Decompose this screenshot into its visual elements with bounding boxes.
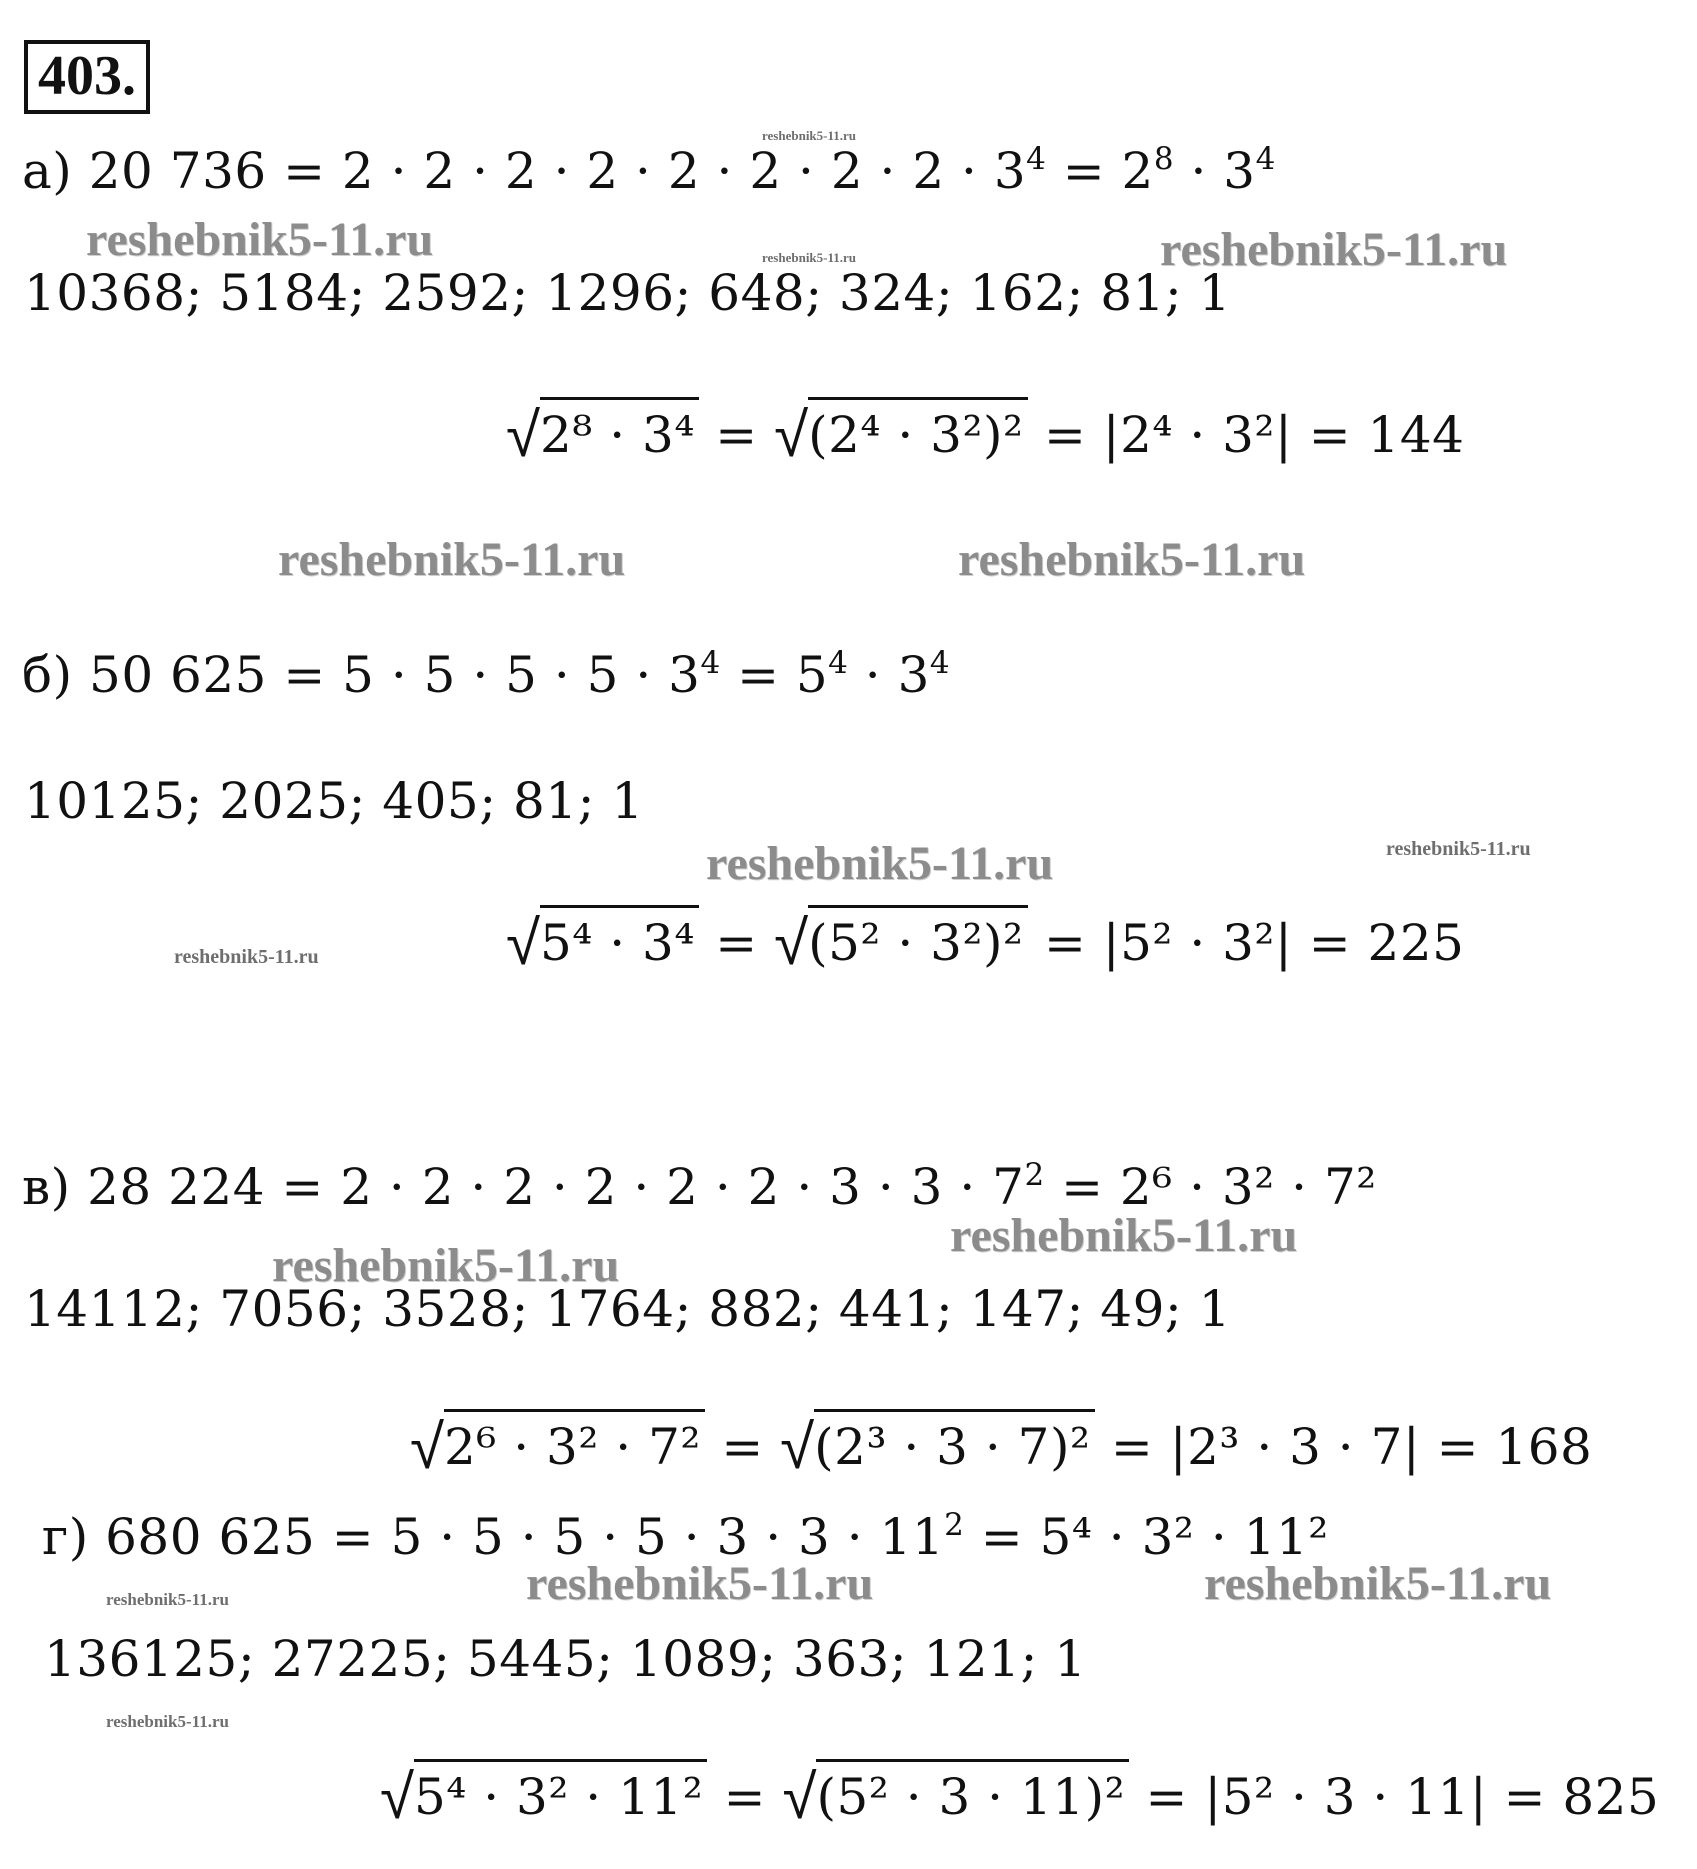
root-result: 168 bbox=[1495, 1418, 1593, 1476]
sqrt-sign bbox=[780, 1418, 1094, 1476]
number: 680 625 bbox=[105, 1508, 316, 1566]
quotients-c: 14112; 7056; 3528; 1764; 882; 441; 147; 49; 1 bbox=[24, 1280, 1231, 1338]
abs-value: |2³ · 3 · 7| bbox=[1169, 1418, 1421, 1476]
watermark: reshebnik5-11.ru bbox=[272, 1239, 620, 1292]
expanded-product: 5 · 5 · 5 · 5 · 3 bbox=[342, 646, 701, 704]
expanded-product: 2 · 2 · 2 · 2 · 2 · 2 · 3 · 3 · 7 bbox=[340, 1158, 1025, 1216]
watermark: reshebnik5-11.ru bbox=[174, 946, 319, 968]
sqrt-sign bbox=[774, 406, 1027, 464]
base: 3 bbox=[1223, 142, 1256, 200]
problem-number: 403. bbox=[24, 40, 150, 114]
watermark: reshebnik5-11.ru bbox=[1160, 223, 1508, 276]
radicand: 2⁶ · 3² · 7² bbox=[444, 1409, 705, 1476]
number: 50 625 bbox=[89, 646, 267, 704]
quotients-b: 10125; 2025; 405; 81; 1 bbox=[24, 772, 644, 830]
exponent: 4 bbox=[700, 644, 721, 681]
part-label: б) bbox=[22, 646, 73, 704]
abs-value: |2⁴ · 3²| bbox=[1102, 406, 1293, 464]
exponent: 2 bbox=[944, 1506, 965, 1543]
radicand: 5⁴ · 3⁴ bbox=[540, 905, 699, 972]
exponent: 4 bbox=[828, 644, 849, 681]
abs-value: |5² · 3²| bbox=[1102, 914, 1293, 972]
watermark: reshebnik5-11.ru bbox=[1386, 838, 1531, 860]
part-label: в) bbox=[22, 1158, 71, 1216]
sqrt-sign bbox=[782, 1768, 1129, 1826]
exponent: 4 bbox=[929, 644, 951, 681]
expanded-product: 5 · 5 · 5 · 5 · 3 · 3 · 11 bbox=[390, 1508, 945, 1566]
watermark: reshebnik5-11.ru bbox=[106, 1712, 229, 1731]
sqrt-sign bbox=[410, 1418, 705, 1476]
sqrt-sign bbox=[774, 914, 1027, 972]
sqrt-sign bbox=[506, 914, 699, 972]
watermark: reshebnik5-11.ru bbox=[762, 250, 857, 265]
exponent: 4 bbox=[1026, 140, 1047, 177]
watermark: reshebnik5-11.ru bbox=[958, 533, 1306, 586]
watermark: reshebnik5-11.ru bbox=[1204, 1557, 1552, 1610]
watermark: reshebnik5-11.ru bbox=[86, 213, 434, 266]
part-label: г) bbox=[42, 1508, 89, 1566]
factorization-result: 5⁴ · 3² · 11² bbox=[1039, 1508, 1329, 1566]
base: 5 bbox=[795, 646, 829, 704]
watermark: reshebnik5-11.ru bbox=[106, 1590, 229, 1609]
abs-value: |5² · 3 · 11| bbox=[1204, 1768, 1488, 1826]
watermark: reshebnik5-11.ru bbox=[278, 533, 626, 586]
radicand: 2⁸ · 3⁴ bbox=[540, 397, 699, 464]
number: 28 224 bbox=[87, 1158, 266, 1216]
base: 3 bbox=[897, 646, 930, 704]
radicand: 5⁴ · 3² · 11² bbox=[414, 1759, 707, 1826]
factorization-d: г) 680 $625 = 5 \cdot 5 \cdot 5 \cdot 5 \cdot 3 \cdot 3 \cdot 11^2 = 5^4 \cdot 3^2 \cdot 11^2$ bbox=[42, 1506, 1329, 1566]
radicand: (5² · 3²)² bbox=[808, 905, 1027, 972]
factorization-c: в) 28 $224 = 2 \cdot 2 \cdot 2 \cdot 2 \cdot 2 \cdot 2 \cdot 3 \cdot 3 \cdot 7^2 = 2^6 \cdot 3^2 \cdot 7^2$ bbox=[22, 1156, 1377, 1216]
number: 20 736 bbox=[88, 142, 267, 200]
watermark: reshebnik5-11.ru bbox=[706, 837, 1054, 890]
factorization-b: б) 50 $625 = 5 \cdot 5 \cdot 5 \cdot 5 \cdot 3^4 = 5^4 \cdot 3^4$ bbox=[22, 644, 951, 704]
watermark: reshebnik5-11.ru bbox=[950, 1209, 1298, 1262]
exponent: 8 bbox=[1153, 140, 1175, 177]
quotients-d: 136125; 27225; 5445; 1089; 363; 121; 1 bbox=[44, 1630, 1087, 1688]
radicand: (5² · 3 · 11)² bbox=[816, 1759, 1129, 1826]
radicand: (2⁴ · 3²)² bbox=[808, 397, 1027, 464]
root-eq-b: √ 5⁴ · 3⁴ = √ (5² · 3²)² = |5² · 3²| = 225 bbox=[506, 918, 1464, 968]
expanded-product: 2 · 2 · 2 · 2 · 2 · 2 · 2 · 2 · 3 bbox=[341, 142, 1027, 200]
sqrt-sign bbox=[506, 406, 699, 464]
quotients-a: 10368; 5184; 2592; 1296; 648; 324; 162; 81; 1 bbox=[24, 264, 1231, 322]
base: 2 bbox=[1121, 142, 1154, 200]
radicand: (2³ · 3 · 7)² bbox=[814, 1409, 1094, 1476]
watermark: reshebnik5-11.ru bbox=[762, 128, 857, 143]
root-result: 225 bbox=[1367, 914, 1465, 972]
root-result: 144 bbox=[1367, 406, 1465, 464]
root-result: 825 bbox=[1562, 1768, 1660, 1826]
root-eq-a: √ 2⁸ · 3⁴ = √ (2⁴ · 3²)² = |2⁴ · 3²| = 144 bbox=[506, 410, 1464, 460]
root-eq-c: √ 2⁶ · 3² · 7² = √ (2³ · 3 · 7)² = |2³ · 3 · 7| = 168 bbox=[410, 1422, 1592, 1472]
part-label: а) bbox=[22, 142, 73, 200]
root-eq-d: √ 5⁴ · 3² · 11² = √ (5² · 3 · 11)² = |5² · 3 · 11| = 825 bbox=[380, 1772, 1659, 1822]
factorization-a: а) 20 $736 = 2 \cdot 2 \cdot 2 \cdot 2 \cdot 2 \cdot 2 \cdot 2 \cdot 2 \cdot 3^4 = 2^8 \cdot 3^4$ bbox=[22, 140, 1276, 200]
exponent: 4 bbox=[1255, 140, 1276, 177]
watermark: reshebnik5-11.ru bbox=[526, 1557, 874, 1610]
sqrt-sign bbox=[380, 1768, 707, 1826]
factorization-result: 2⁶ · 3² · 7² bbox=[1119, 1158, 1377, 1216]
exponent: 2 bbox=[1024, 1156, 1045, 1193]
